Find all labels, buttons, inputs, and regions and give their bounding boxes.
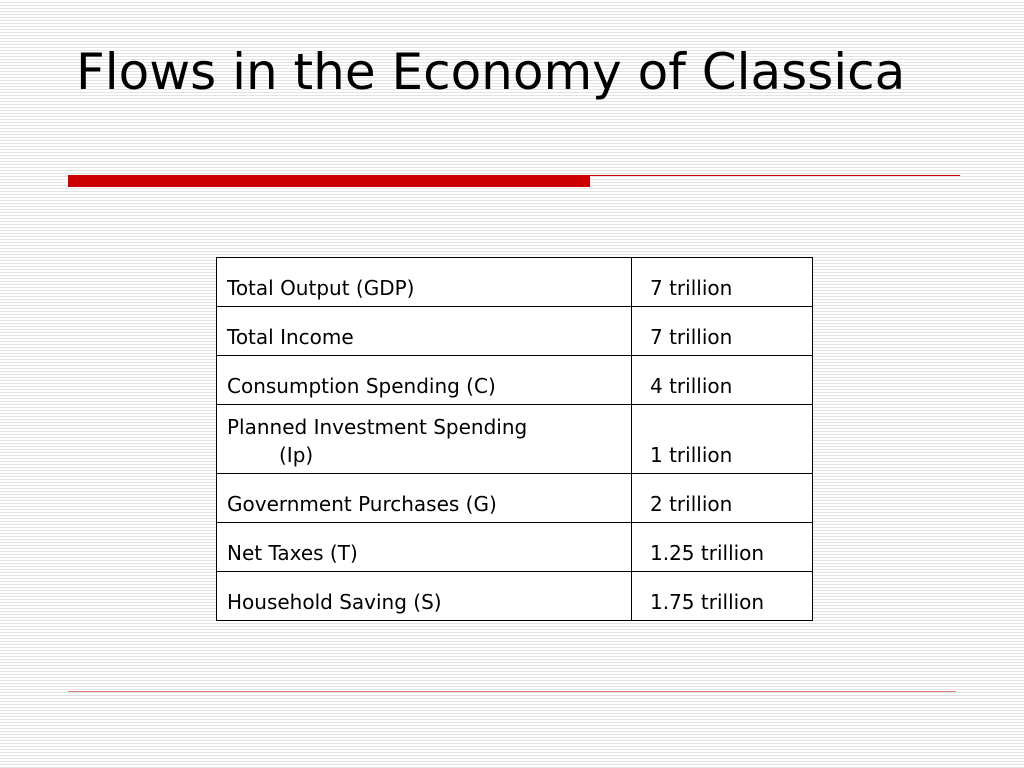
row-value: 2 trillion (632, 474, 813, 523)
row-label-line: Planned Investment Spending (227, 415, 528, 439)
table-row (217, 523, 813, 572)
row-label: Net Taxes (T) (217, 523, 632, 572)
economy-flows-table (216, 257, 813, 621)
row-label: Consumption Spending (C) (217, 356, 632, 405)
row-value: 1 trillion (632, 405, 813, 474)
table-row (217, 474, 813, 523)
row-label: Total Income (217, 307, 632, 356)
row-value: 4 trillion (632, 356, 813, 405)
table-row (217, 307, 813, 356)
row-label (217, 405, 632, 474)
row-value: 1.25 trillion (632, 523, 813, 572)
table-row (217, 258, 813, 307)
row-value: 7 trillion (632, 258, 813, 307)
row-label: Government Purchases (G) (217, 474, 632, 523)
footer-rule (68, 691, 956, 692)
row-label: Total Output (GDP) (217, 258, 632, 307)
title-accent-bar (68, 175, 590, 187)
table-row (217, 572, 813, 621)
table-row (217, 356, 813, 405)
row-value: 7 trillion (632, 307, 813, 356)
table-row (217, 405, 813, 474)
slide-title: Flows in the Economy of Classica (76, 43, 906, 101)
row-value: 1.75 trillion (632, 572, 813, 621)
row-label-line: (Ip) (279, 443, 314, 467)
row-label: Household Saving (S) (217, 572, 632, 621)
title-accent-rule (590, 175, 960, 176)
